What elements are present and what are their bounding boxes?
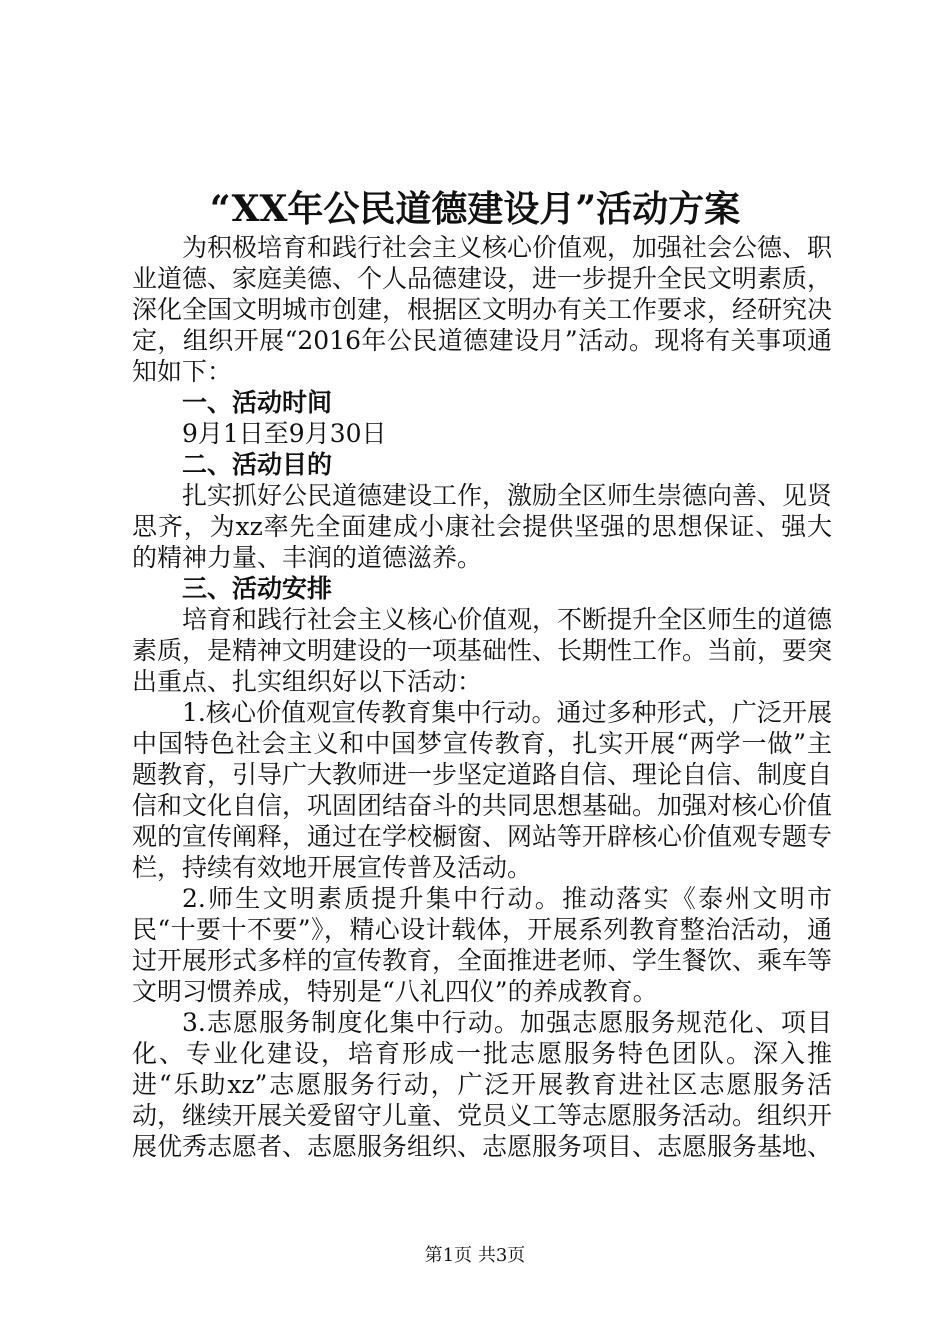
activity-purpose-text: 扎实抓好公民道德建设工作，激励全区师生崇德向善、见贤思齐，为xz率先全面建成小康社会提供坚强的思想保证、强大的精神力量、丰润的道德滋养。	[132, 481, 833, 572]
arrangement-item-1: 1.核心价值观宣传教育集中行动。通过多种形式，广泛开展中国特色社会主义和中国梦宣传教育，扎实开展“两学一做”主题教育，引导广大教师进一步坚定道路自信、理论自信、制度自信和文化自信，巩固团结奋斗的共同思想基础。加强对核心价值观的宣传阐释，通过在学校橱窗、网站等开辟核心价值观专题专栏，持续有效地开展宣传普及活动。	[132, 698, 833, 882]
document-body	[132, 232, 832, 1162]
arrangement-item-2: 2.师生文明素质提升集中行动。推动落实《泰州文明市民“十要十不要”》，精心设计载体，开展系列教育整治活动，通过开展形式多样的宣传教育，全面推进老师、学生餐饮、乘车等文明习惯养成，特别是“八礼四仪”的养成教育。	[132, 884, 833, 1006]
activity-time-text: 9月1日至9月30日	[182, 419, 387, 448]
section-heading-purpose: 二、活动目的	[182, 450, 333, 479]
document-title: “XX年公民道德建设月”活动方案	[209, 188, 741, 230]
section-heading-time: 一、活动时间	[182, 388, 333, 417]
arrangement-item-3: 3.志愿服务制度化集中行动。加强志愿服务规范化、项目化、专业化建设，培育形成一批志愿服务特色团队。深入推进“乐助xz”志愿服务行动，广泛开展教育进社区志愿服务活动，继续开展关爱留守儿童、党员义工等志愿服务活动。组织开展优秀志愿者、志愿服务组织、志愿服务项目、志愿服务基地、	[132, 1008, 833, 1161]
section-heading-arrangement: 三、活动安排	[182, 574, 333, 603]
intro-paragraph: 为积极培育和践行社会主义核心价值观，加强社会公德、职业道德、家庭美德、个人品德建设，进一步提升全民文明素质，深化全国文明城市创建，根据区文明办有关工作要求，经研究决定，组织开展“2016年公民道德建设月”活动。现将有关事项通知如下：	[132, 233, 833, 386]
page-number-footer: 第1页 共3页	[424, 1245, 526, 1266]
arrangement-intro-paragraph: 培育和践行社会主义核心价值观，不断提升全区师生的道德素质，是精神文明建设的一项基础性、长期性工作。当前，要突出重点、扎实组织好以下活动：	[132, 605, 833, 696]
